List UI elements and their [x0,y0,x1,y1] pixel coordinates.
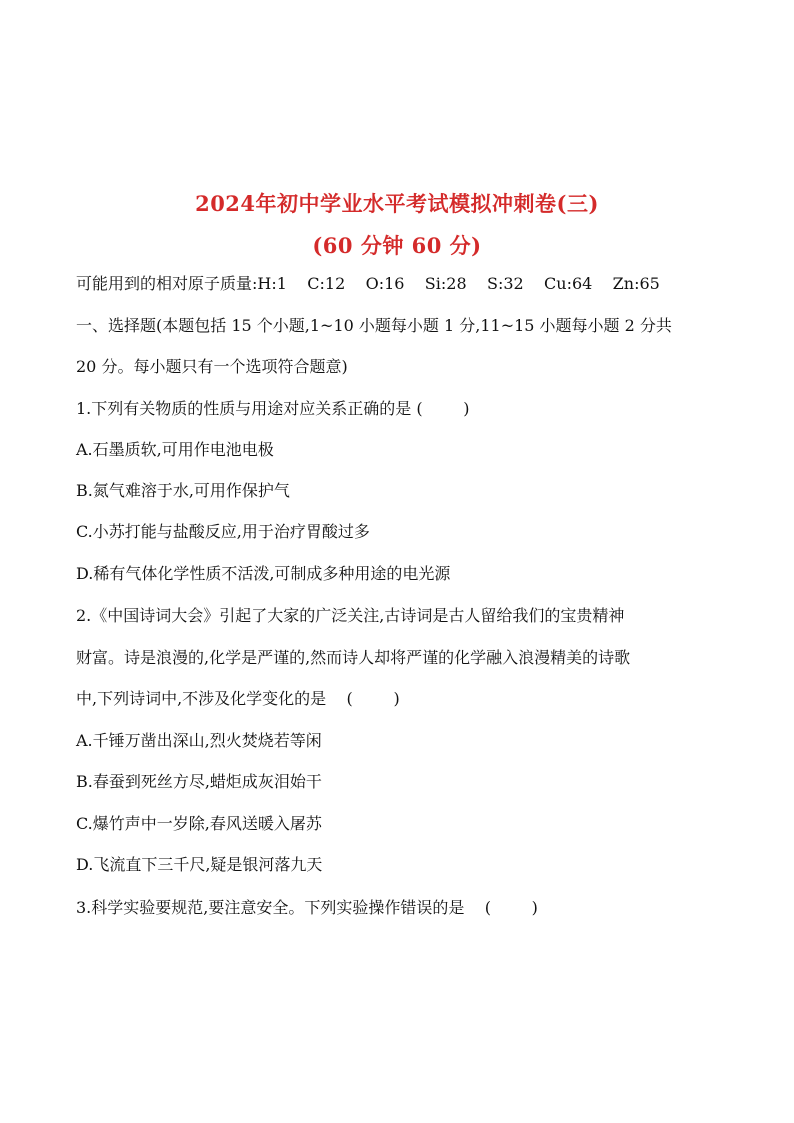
question-2-stem-line-2: 财富。诗是浪漫的,化学是严谨的,然而诗人却将严谨的化学融入浪漫精美的诗歌 [76,648,631,667]
exam-subtitle: (60 分钟 60 分) [312,233,482,258]
question-1-option-a: A.石墨质软,可用作电池电极 [76,440,274,459]
question-1-option-b: B.氮气难溶于水,可用作保护气 [76,481,290,500]
question-2-option-c: C.爆竹声中一岁除,春风送暖入屠苏 [76,814,322,833]
question-2-stem-line-3: 中,下列诗词中,不涉及化学变化的是 ( ) [76,689,400,708]
exam-title: 2024年初中学业水平考试模拟冲刺卷(三) [195,191,599,216]
question-1-stem: 1.下列有关物质的性质与用途对应关系正确的是 ( ) [76,399,470,418]
question-1-option-c: C.小苏打能与盐酸反应,用于治疗胃酸过多 [76,522,370,541]
question-3-stem: 3.科学实验要规范,要注意安全。下列实验操作错误的是 ( ) [76,898,538,917]
section-heading-line-2: 20 分。每小题只有一个选项符合题意) [76,357,348,376]
question-2-option-d: D.飞流直下三千尺,疑是银河落九天 [76,855,323,874]
question-2-stem-line-1: 2.《中国诗词大会》引起了大家的广泛关注,古诗词是古人留给我们的宝贵精神 [76,606,625,625]
question-2-option-a: A.千锤万凿出深山,烈火焚烧若等闲 [76,731,322,750]
atomic-masses-line: 可能用到的相对原子质量:H:1 C:12 O:16 Si:28 S:32 Cu:64 Zn:65 [76,274,660,293]
question-2-option-b: B.春蚕到死丝方尽,蜡炬成灰泪始干 [76,772,322,791]
question-1-option-d: D.稀有气体化学性质不活泼,可制成多种用途的电光源 [76,564,451,583]
section-heading-line-1: 一、选择题(本题包括 15 个小题,1~10 小题每小题 1 分,11~15 小题每小题 2 分共 [76,316,672,335]
